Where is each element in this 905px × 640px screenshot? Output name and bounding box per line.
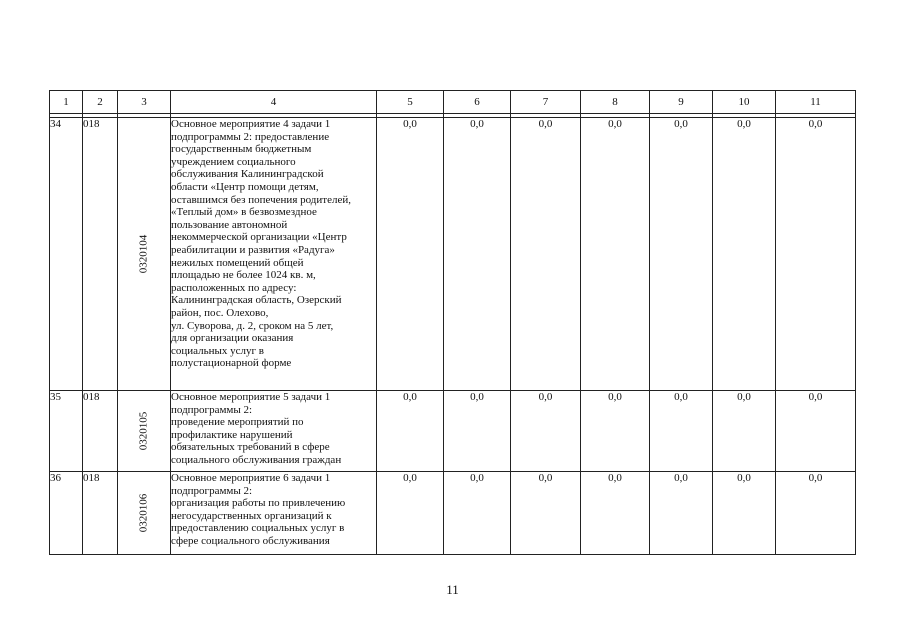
value-cell: 0,0 [776,118,856,391]
activity-name-line: для организации оказания [171,332,294,345]
activity-name-line: Основное мероприятие 6 задачи 1 [171,472,331,484]
value-cell: 0,0 [444,118,511,391]
activity-name-line: подпрограммы 2: [171,403,253,416]
value-cell: 0,0 [581,472,650,555]
value-cell: 0,0 [776,391,856,472]
activity-name-line: предоставлению социальных услуг в [171,522,345,535]
activity-name-line: район, пос. Олехово, [171,306,269,319]
activity-name-line: расположенных по адресу: [171,281,297,294]
classification-code: 0320105 [137,411,150,451]
activity-name-line: оставшимся без попечения родителей, [171,193,351,206]
activity-name-line: обслуживания Калининградской [171,168,324,181]
value-cell: 0,0 [581,118,650,391]
row-number: 34 [50,118,83,391]
activity-name-line: организация работы по привлечению [171,497,346,510]
value-cell: 0,0 [444,472,511,555]
value-cell: 0,0 [581,391,650,472]
activity-name-line: государственным бюджетным [171,143,312,156]
value-cell: 0,0 [650,118,713,391]
column-header: 10 [713,91,776,114]
activity-name-line: полустационарной форме [171,357,292,370]
classification-code: 0320104 [137,234,150,274]
admin-code: 018 [83,472,118,555]
activity-name-line: некоммерческой организации «Центр [171,231,347,244]
classification-code-cell [118,118,171,391]
classification-code-cell [118,472,171,555]
value-cell: 0,0 [713,391,776,472]
admin-code: 018 [83,391,118,472]
column-header: 8 [581,91,650,114]
column-header: 4 [171,91,377,114]
classification-code: 0320106 [137,493,150,533]
value-cell: 0,0 [511,118,581,391]
row-number: 35 [50,391,83,472]
value-cell: 0,0 [377,472,444,555]
budget-table [49,90,856,555]
row-number: 36 [50,472,83,555]
value-cell: 0,0 [511,472,581,555]
activity-name-line: подпрограммы 2: [171,484,253,497]
activity-name-line: социальных услуг в [171,344,264,357]
column-header: 5 [377,91,444,114]
activity-name-line: обязательных требований в сфере [171,441,330,454]
activity-name-line: учреждением социального [171,155,296,168]
column-header: 6 [444,91,511,114]
value-cell: 0,0 [776,472,856,555]
admin-code: 018 [83,118,118,391]
activity-name-line: Калининградская область, Озерский [171,294,342,307]
table-row [50,472,856,555]
activity-name-line: площадью не более 1024 кв. м, [171,269,316,282]
activity-name [171,118,377,391]
activity-name-line: проведение мероприятий по [171,416,304,429]
page-number: 11 [446,582,459,597]
value-cell: 0,0 [511,391,581,472]
header-row [50,91,856,114]
activity-name-line: Основное мероприятие 4 задачи 1 [171,118,331,130]
activity-name-line: «Теплый дом» в безвозмездное [171,206,317,219]
activity-name-line: нежилых помещений общей [171,256,304,269]
activity-name [171,472,377,555]
activity-name-line: профилактике нарушений [171,428,293,441]
activity-name-line: подпрограммы 2: предоставление [171,130,330,143]
activity-name-line: социального обслуживания граждан [171,453,342,466]
activity-name-line: Основное мероприятие 5 задачи 1 [171,391,331,403]
value-cell: 0,0 [713,118,776,391]
activity-name [171,391,377,472]
classification-code-cell [118,391,171,472]
table-row [50,118,856,391]
activity-name-line: негосударственных организаций к [171,509,332,522]
column-header: 3 [118,91,171,114]
activity-name-line: пользование автономной [171,218,288,231]
table-row [50,391,856,472]
column-header: 2 [83,91,118,114]
value-cell: 0,0 [444,391,511,472]
value-cell: 0,0 [713,472,776,555]
column-header: 7 [511,91,581,114]
column-header: 1 [50,91,83,114]
activity-name-line: области «Центр помощи детям, [171,180,319,193]
column-header: 9 [650,91,713,114]
column-header: 11 [776,91,856,114]
value-cell: 0,0 [377,391,444,472]
value-cell: 0,0 [650,472,713,555]
value-cell: 0,0 [650,391,713,472]
value-cell: 0,0 [377,118,444,391]
activity-name-line: сфере социального обслуживания [171,534,330,547]
activity-name-line: реабилитации и развития «Радуга» [171,243,335,256]
activity-name-line: ул. Суворова, д. 2, сроком на 5 лет, [171,319,334,332]
